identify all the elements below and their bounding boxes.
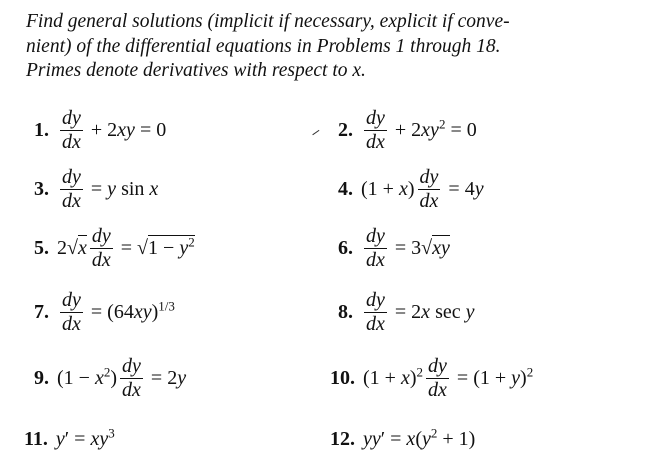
problem-number: 1.: [34, 119, 49, 141]
problem-10: [330, 356, 533, 401]
instruction-line: nient) of the differential equations in Problems 1 through 18.: [26, 35, 501, 57]
pencil-tick-mark: [312, 130, 319, 136]
problem-number: 2.: [338, 119, 353, 141]
problem-number: 4.: [338, 178, 353, 200]
equation-text: = 3√xy: [394, 237, 450, 259]
problem-7: [34, 290, 175, 335]
derivative-fraction: $\frac{dy}{dx}$: [62, 166, 81, 212]
equation-text: + 2xy = 0: [90, 119, 167, 141]
problem-12: [330, 425, 476, 451]
problem-number: 10.: [330, 367, 355, 389]
equation-text: (1 + x): [361, 178, 415, 200]
derivative-fraction: $\frac{dy}{dx}$: [366, 107, 385, 153]
problem-number: 9.: [34, 367, 49, 389]
problem-number: 3.: [34, 178, 49, 200]
problem-9: [34, 356, 186, 401]
equation-text: $(1 + x)^2$: [363, 364, 424, 389]
derivative-fraction: $\frac{dy}{dx}$: [366, 225, 385, 271]
derivative-fraction: $\frac{dy}{dx}$: [91, 225, 111, 271]
equation-text: $(1 - x^2)$: [57, 364, 118, 389]
problem-number: 7.: [34, 301, 49, 323]
instruction-line: Primes denote derivatives with respect to x.: [26, 60, 366, 81]
derivative-fraction: $\frac{dy}{dx}$: [419, 166, 439, 212]
equation-text: $yy' = x(y^2 + 1)$: [363, 425, 476, 450]
equation-text: = 2x sec y: [394, 301, 475, 323]
problem-number: 8.: [338, 301, 353, 323]
equation-text: $y' = xy^3$: [55, 425, 115, 450]
equation-text: = 4y: [448, 178, 484, 200]
equation-text: = $√1 - y^2$: [120, 234, 195, 259]
derivative-fraction: $\frac{dy}{dx}$: [62, 289, 81, 335]
equation-text: 2√x: [57, 237, 87, 259]
derivative-fraction: $\frac{dy}{dx}$: [428, 355, 447, 401]
problem-3: [34, 167, 158, 212]
equation-text: = $(1 + y)^2$: [456, 364, 534, 389]
derivative-fraction: $\frac{dy}{dx}$: [122, 355, 141, 401]
problem-4: [338, 167, 484, 212]
equation-text: + $2xy^2 = 0$: [394, 116, 477, 141]
problem-number: 12.: [330, 428, 355, 450]
problem-1: [34, 108, 166, 153]
problem-8: [338, 290, 475, 335]
equation-text: = $(64xy)^{1/3}$: [90, 298, 175, 323]
problem-number: 6.: [338, 237, 353, 259]
problem-11: [24, 425, 115, 451]
problem-instructions: [26, 10, 656, 84]
problem-6: [338, 226, 450, 271]
equation-text: = y sin x: [90, 178, 159, 200]
problem-number: 5.: [34, 237, 49, 259]
derivative-fraction: $\frac{dy}{dx}$: [62, 107, 81, 153]
problem-number: 11.: [24, 428, 48, 450]
equation-text: = 2y: [150, 367, 187, 389]
instruction-line: Find general solutions (implicit if necessary, explicit if conve-: [26, 11, 510, 32]
problem-5: [34, 226, 195, 271]
derivative-fraction: $\frac{dy}{dx}$: [366, 289, 385, 335]
problem-2: [338, 108, 477, 153]
